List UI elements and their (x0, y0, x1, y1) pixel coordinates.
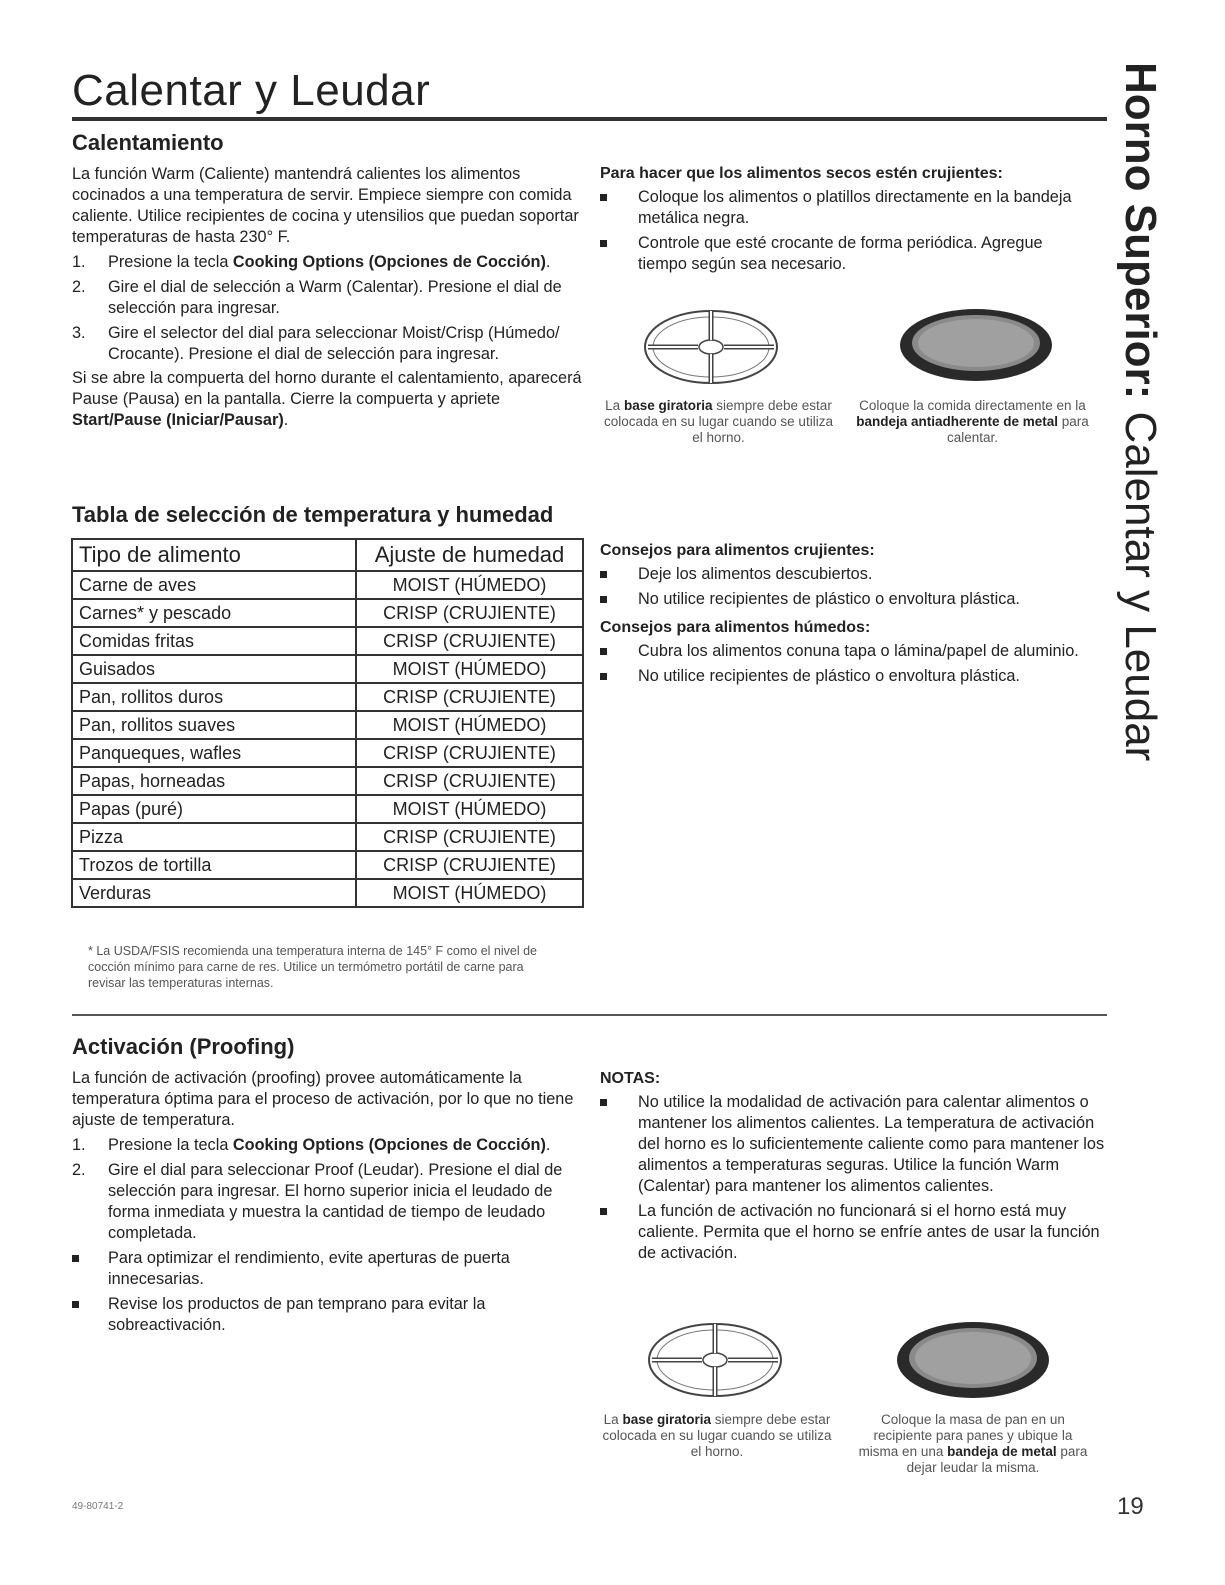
side-title-regular: Calentar y Leudar (1116, 399, 1165, 762)
tips-crisp-bullets (600, 564, 1095, 610)
food-type-cell: Papas (puré) (72, 795, 356, 823)
food-type-cell: Verduras (72, 879, 356, 907)
list-item: No utilice la modalidad de activación para calentar alimentos o mantener los alimentos calientes. La temperatura de activación del horno es lo suficientemente caliente como para mantener los alimentos a temperaturas seguras. Utilice la función Warm (Calentar) para mantener los alimentos calientes. (600, 1092, 1105, 1197)
metal-tray-image (896, 305, 1056, 385)
list-item: Controle que esté crocante de forma periódica. Agregue tiempo según sea necesario. (600, 233, 1095, 275)
moisture-setting-cell: MOIST (HÚMEDO) (356, 571, 583, 599)
table-row (72, 655, 583, 683)
moisture-setting-cell: CRISP (CRUJIENTE) (356, 627, 583, 655)
tips-moist-heading: Consejos para alimentos húmedos: (600, 619, 871, 636)
notes-section (600, 1070, 1105, 1264)
list-item: La función de activación no funcionará si el horno está muy caliente. Permita que el horno se enfríe antes de usar la función de activación. (600, 1201, 1105, 1264)
metal-tray-image (893, 1318, 1053, 1402)
proofing-intro: La función de activación (proofing) provee automáticamente la temperatura óptima para el proceso de activación, por lo que no tiene ajuste de temperatura. (72, 1069, 574, 1129)
temperature-table (71, 538, 584, 908)
proofing-bullets (72, 1248, 582, 1336)
moisture-setting-cell: MOIST (HÚMEDO) (356, 879, 583, 907)
food-type-cell: Panqueques, wafles (72, 739, 356, 767)
table-row (72, 711, 583, 739)
proofing-heading: Activación (Proofing) (72, 1034, 295, 1059)
table-footnote: * La USDA/FSIS recomienda una temperatura interna de 145° F como el nivel de cocción mínimo para carne de res. Utilice un termómetro portátil de carne para revisar las temperaturas internas. (88, 944, 537, 990)
warming-steps (72, 252, 582, 365)
table-row (72, 851, 583, 879)
food-type-cell: Trozos de tortilla (72, 851, 356, 879)
warming-step: 1. Presione la tecla Cooking Options (Opciones de Cocción). (72, 253, 551, 271)
crisp-heading: Para hacer que los alimentos secos estén crujientes: (600, 165, 1003, 182)
bread-tray-caption: Coloque la masa de pan en un recipiente para panes y ubique la misma en una bandeja de metal para dejar leudar la misma. (858, 1412, 1088, 1475)
title-rule (72, 117, 1107, 121)
tips-moist-bullets (600, 641, 1095, 687)
table-row (72, 739, 583, 767)
moisture-setting-cell: CRISP (CRUJIENTE) (356, 767, 583, 795)
crisp-bullets (600, 187, 1095, 275)
moisture-setting-cell: CRISP (CRUJIENTE) (356, 683, 583, 711)
warming-outro: Si se abre la compuerta del horno durante el calentamiento, aparecerá Pause (Pausa) en la pantalla. Cierre la compuerta y apriete Start/Pause (Iniciar/Pausar). (72, 369, 582, 429)
food-type-cell: Pan, rollitos duros (72, 683, 356, 711)
table-row (72, 627, 583, 655)
food-type-cell: Comidas fritas (72, 627, 356, 655)
moisture-setting-cell: MOIST (HÚMEDO) (356, 711, 583, 739)
metal-tray-caption: Coloque la comida directamente en la bandeja antiadherente de metal para calentar. (856, 398, 1089, 445)
table-row (72, 683, 583, 711)
table-row (72, 795, 583, 823)
table-row (72, 879, 583, 907)
food-type-cell: Pan, rollitos suaves (72, 711, 356, 739)
food-type-cell: Pizza (72, 823, 356, 851)
table-row (72, 571, 583, 599)
turntable-support-image (640, 1318, 790, 1403)
warming-step: 3. Gire el selector del dial para seleccionar Moist/Crisp (Húmedo/ Crocante). Presione el dial de selección para ingresar. (72, 324, 560, 363)
crisp-section (600, 165, 1095, 275)
moisture-setting-cell: CRISP (CRUJIENTE) (356, 851, 583, 879)
document-code: 49-80741-2 (72, 1501, 124, 1512)
moisture-setting-cell: MOIST (HÚMEDO) (356, 655, 583, 683)
section-divider (72, 1014, 1107, 1016)
tips-crisp-heading: Consejos para alimentos crujientes: (600, 542, 875, 559)
list-item: Revise los productos de pan temprano para evitar la sobreactivación. (72, 1294, 582, 1336)
table-row (72, 599, 583, 627)
notes-heading: NOTAS: (600, 1070, 661, 1087)
list-item: No utilice recipientes de plástico o envoltura plástica. (600, 666, 1095, 687)
table-heading: Tabla de selección de temperatura y humedad (72, 502, 554, 527)
page-title: Calentar y Leudar (72, 66, 431, 115)
side-title-bold: Horno Superior: (1116, 62, 1165, 400)
food-type-cell: Carnes* y pescado (72, 599, 356, 627)
moisture-setting-cell: CRISP (CRUJIENTE) (356, 599, 583, 627)
list-item: No utilice recipientes de plástico o envoltura plástica. (600, 589, 1095, 610)
table-header-food: Tipo de alimento (72, 539, 356, 571)
proofing-section (72, 1034, 582, 1336)
tips-crisp-section (600, 542, 1095, 687)
moisture-setting-cell: CRISP (CRUJIENTE) (356, 739, 583, 767)
food-type-cell: Papas, horneadas (72, 767, 356, 795)
warming-intro: La función Warm (Caliente) mantendrá calientes los alimentos cocinados a una temperatura de servir. Empiece siempre con comida caliente. Utilice recipientes de cocina y utensilios que puedan soportar temperaturas de hasta 230° F. (72, 165, 579, 246)
side-title (1110, 62, 1170, 822)
warming-section (72, 130, 582, 431)
list-item: Coloque los alimentos o platillos directamente en la bandeja metálica negra. (600, 187, 1095, 229)
table-header-row (72, 539, 583, 571)
turntable-caption: La base giratoria siempre debe estar colocada en su lugar cuando se utiliza el horno. (604, 398, 833, 445)
proofing-steps (72, 1135, 582, 1244)
table-row (72, 823, 583, 851)
list-item: Cubra los alimentos conuna tapa o lámina/papel de aluminio. (600, 641, 1095, 662)
notes-bullets (600, 1092, 1105, 1264)
warming-step: 2. Gire el dial de selección a Warm (Calentar). Presione el dial de selección para ingresar. (72, 278, 562, 317)
turntable-support-image (636, 305, 786, 390)
proofing-step: 1. Presione la tecla Cooking Options (Opciones de Cocción). (72, 1136, 551, 1154)
proofing-step: 2. Gire el dial para seleccionar Proof (Leudar). Presione el dial de selección para ingresar. El horno superior inicia el leudado de forma inmediata y muestra la cantidad de tiempo de leudado completada. (72, 1161, 563, 1242)
moisture-setting-cell: MOIST (HÚMEDO) (356, 795, 583, 823)
list-item: Deje los alimentos descubiertos. (600, 564, 1095, 585)
page-number: 19 (1117, 1493, 1144, 1520)
food-type-cell: Guisados (72, 655, 356, 683)
table-header-setting: Ajuste de humedad (356, 539, 583, 571)
list-item: Para optimizar el rendimiento, evite aperturas de puerta innecesarias. (72, 1248, 582, 1290)
food-type-cell: Carne de aves (72, 571, 356, 599)
moisture-setting-cell: CRISP (CRUJIENTE) (356, 823, 583, 851)
turntable-caption: La base giratoria siempre debe estar colocada en su lugar cuando se utiliza el horno. (602, 1412, 832, 1459)
table-row (72, 767, 583, 795)
warming-heading: Calentamiento (72, 130, 224, 155)
